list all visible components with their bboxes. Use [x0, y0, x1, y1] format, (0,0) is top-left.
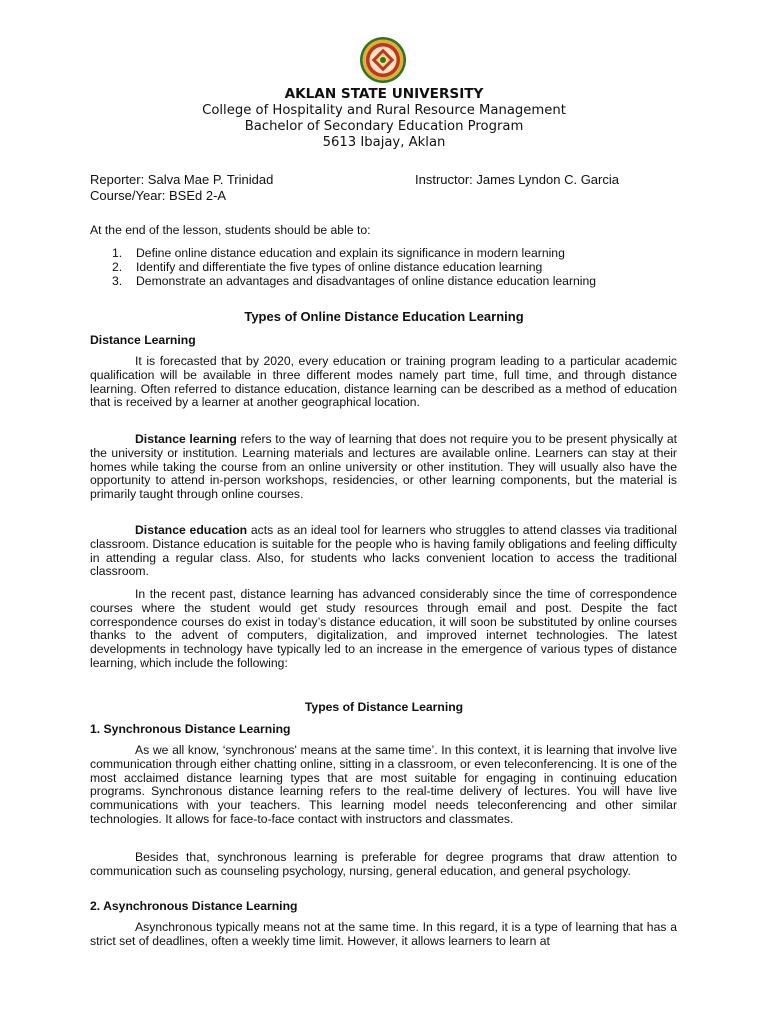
objective-number: 2.: [112, 260, 123, 274]
reporter: Reporter: Salva Mae P. Trinidad: [90, 172, 274, 187]
objective-item: [112, 246, 565, 260]
types-heading: Types of Distance Learning: [304, 700, 464, 714]
course-year: Course/Year: BSEd 2-A: [90, 188, 227, 203]
paragraph: As we all know, ‘synchronous' means at the same time’. In this context, it is learning that involve live communication through either chatting online, sitting in a classroom, or even teleconferencing. It is one of the most acclaimed distance learning types that are most suitable for engaging in continuing education programs. Synchronous distance learning refers to the real-time delivery of lectures. You will have live communications with your teachers. This learning model needs teleconferencing and other similar technologies. It allows for face-to-face contact with instructors and classmates.: [90, 743, 677, 826]
section-heading: 1. Synchronous Distance Learning: [90, 722, 291, 736]
paragraph: Besides that, synchronous learning is preferable for degree programs that draw attention to communication such as counseling psychology, nursing, general education, and general psychology.: [90, 850, 677, 878]
objective-text: Demonstrate an advantages and disadvantages of online distance education learning: [136, 274, 597, 288]
term: Distance education: [135, 523, 248, 537]
objective-item: [112, 260, 542, 274]
section-heading: 2. Asynchronous Distance Learning: [90, 899, 298, 913]
paragraph-text: refers to the way of learning that does not require you to be present physically at the university or institution. Learning materials and lectures are available online. Learners can stay at their homes while taking the course from an online university or other institution. They will usually also have the opportunity to attend in-person workshops, residencies, or other learning components, but the material is primarily taught through online courses.: [90, 432, 677, 502]
objective-number: 3.: [112, 274, 123, 288]
term: Distance learning: [135, 432, 237, 446]
university-seal-icon: [352, 36, 414, 84]
section-heading: Distance Learning: [90, 333, 196, 347]
college-name: College of Hospitality and Rural Resource Management: [202, 103, 566, 118]
main-title: Types of Online Distance Education Learning: [244, 309, 524, 324]
paragraph: [90, 524, 677, 579]
program-name: Bachelor of Secondary Education Program: [244, 119, 524, 134]
address: 5613 Ibajay, Aklan: [322, 135, 446, 150]
objective-text: Identify and differentiate the five types of online distance education learning: [136, 260, 543, 274]
objective-item: [112, 274, 596, 288]
paragraph: Asynchronous typically means not at the same time. In this regard, it is a type of learning that has a strict set of deadlines, often a weekly time limit. However, it allows learners to learn at: [90, 920, 677, 948]
objectives-intro: At the end of the lesson, students should be able to:: [90, 223, 371, 237]
university-name: AKLAN STATE UNIVERSITY: [284, 86, 484, 102]
paragraph-text: acts as an ideal tool for learners who struggles to attend classes via traditional classroom. Distance education is suitable for the people who is having family obligations and feeling difficulty in attending a regular class. Also, for students who lacks convenient location to access the traditional classroom.: [90, 523, 678, 579]
paragraph: In the recent past, distance learning has advanced considerably since the time of correspondence courses where the student would get study resources through email and post. Despite the fact correspondence courses do exist in today’s distance education, it will soon be substituted by online courses thanks to the advent of computers, digitalization, and improved internet technologies. The latest developments in technology have typically led to an increase in the emergence of various types of distance learning, which include the following:: [90, 587, 677, 670]
paragraph: [90, 433, 677, 502]
objective-number: 1.: [112, 246, 123, 260]
paragraph: It is forecasted that by 2020, every education or training program leading to a particular academic qualification will be available in three different modes namely part time, full time, and through distance learning. Often referred to distance education, distance learning can be described as a method of education that is received by a learner at another geographical location.: [90, 354, 677, 410]
objective-text: Define online distance education and explain its significance in modern learning: [136, 246, 565, 260]
instructor: Instructor: James Lyndon C. Garcia: [415, 172, 619, 187]
